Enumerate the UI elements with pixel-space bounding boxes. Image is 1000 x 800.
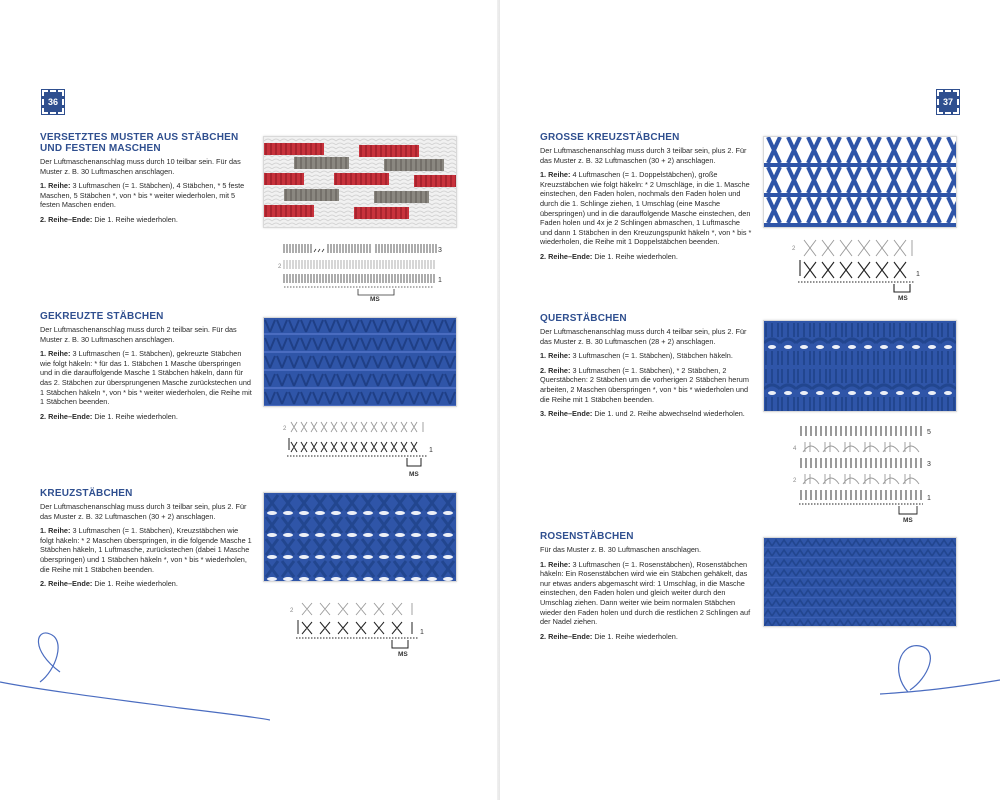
row-number-2: 2 (283, 426, 287, 432)
section-title: QUERSTÄBCHEN (540, 313, 627, 324)
chart-diagram (792, 238, 932, 302)
row-2-instruction: 2. Reihe–Ende: Die 1. Reihe wiederholen. (540, 251, 678, 261)
row-number-5: 5 (927, 429, 931, 436)
row-number-2: 2 (290, 608, 294, 614)
row-1-instruction: 1. Reihe: 3 Luftmaschen (= 1. Stäbchen), gekreuzte Stäbchen wie folgt häkeln: * für das 1. Stäbchen 1 Masche überspringen und in die darauffolgende Masche 1 Stäbchen häkeln, dann für das 2. Stäbchen zur übersprungenen Masche zurückstechen und 1 Stäbchen häkeln *, von * bis * weiter wiederholen, die Reihe mit 1 Stäbchen beenden. (40, 349, 252, 407)
decorative-thread-left (0, 620, 270, 730)
ms-label: MS (398, 651, 408, 658)
ms-label: MS (370, 296, 380, 302)
section-querstaebchen (540, 313, 752, 424)
row-2-instruction: 2. Reihe–Ende: Die 1. Reihe wiederholen. (40, 579, 178, 589)
row-1-instruction: 1. Reihe: 3 Luftmaschen (= 1. Stäbchen), 4 Stäbchen, * 5 feste Maschen, 5 Stäbchen *, von * bis * weiter wiederholen, mit 5 festen Maschen enden. (40, 181, 245, 210)
chart-diagram (793, 422, 943, 526)
decorative-thread-right (880, 632, 1000, 712)
row-2-instruction: 2. Reihe: 3 Luftmaschen (= 1. Stäbchen), * 2 Stäbchen, 2 Querstäbchen: 2 Stäbchen um die vorherigen 2 Stäbchen herum arbeiten, 2 Maschen überspringen *, von * bis * wiederholen und die Reihe mit 1 Stäbchen beenden. (540, 365, 749, 404)
swatch-image (264, 318, 457, 407)
section-intro: Der Luftmaschenanschlag muss durch 4 teilbar sein, plus 2. Für das Muster z. B. 30 Luftmaschen (28 + 2) anschlagen. (540, 327, 747, 346)
chart-diagram (288, 600, 438, 660)
section-title: KREUZSTÄBCHEN (40, 488, 133, 499)
stitch-chart-grosse-kreuz (792, 238, 932, 302)
right-page (500, 0, 1000, 800)
ms-label: MS (898, 295, 908, 302)
row-number-2: 2 (793, 478, 797, 484)
row-number-3: 3 (927, 461, 931, 468)
section-rosenstaebchen (540, 531, 752, 646)
swatch-photo-querstaebchen (763, 320, 957, 412)
swatch-image (764, 321, 957, 412)
swatch-photo-grosse-kreuz (763, 136, 957, 228)
swatch-photo-rosenstaebchen (763, 537, 957, 627)
row-number-1: 1 (438, 277, 442, 284)
chart-diagram (283, 418, 443, 480)
ms-label: MS (409, 471, 419, 478)
ms-label: MS (903, 517, 913, 524)
row-2-instruction: 2. Reihe–Ende: Die 1. Reihe wiederholen. (40, 411, 178, 421)
section-grosse-kreuzstaebchen (540, 132, 752, 267)
swatch-image (764, 137, 957, 228)
swatch-photo-gekreuzte (263, 317, 457, 407)
row-3-instruction: 3. Reihe–Ende: Die 1. und 2. Reihe abwechselnd wiederholen. (540, 409, 745, 419)
section-intro: Der Luftmaschenanschlag muss durch 3 teilbar sein, plus 2. Für das Muster z. B. 32 Luftmaschen (30 + 2) anschlagen. (40, 502, 247, 521)
section-intro: Der Luftmaschenanschlag muss durch 10 teilbar sein. Für das Muster z. B. 30 Luftmaschen anschlagen. (40, 157, 241, 176)
row-number-4: 4 (793, 446, 797, 452)
row-number-1: 1 (927, 495, 931, 502)
row-number-1: 1 (429, 447, 433, 454)
stitch-chart-gekreuzte (283, 418, 443, 480)
swatch-photo-kreuzstaebchen (263, 492, 457, 582)
stitch-chart-querstaebchen (793, 422, 943, 526)
row-number-1: 1 (916, 271, 920, 278)
row-number-1: 1 (420, 629, 424, 636)
swatch-photo-versetztes (263, 136, 457, 228)
chart-diagram (278, 240, 448, 302)
row-number-3: 3 (438, 247, 442, 254)
section-intro: Der Luftmaschenanschlag muss durch 3 teilbar sein, plus 2. Für das Muster z. B. 32 Luftmaschen (30 + 2) anschlagen. (540, 146, 747, 165)
row-1-instruction: 1. Reihe: 4 Luftmaschen (= 1. Doppelstäbchen), große Kreuzstäbchen wie folgt häkeln: * 2 Umschläge, in die 1. Masche einstechen, den Faden holen, nochmals den Faden holen und durch die 1. Schlinge ziehen, 1 Umschlag (eine Masche überspringen) und in die darauffolgende Masche einstechen, den Faden holen und 4x je 2 Schlingen abmaschen, 1 Luftmasche und dann 1 Stäbchen in den Kreuzungspunkt häkeln *, von * bis * wiederholen, die Reihe mit 1 Doppelstäbchen beenden. (540, 170, 752, 247)
section-title: GEKREUZTE STÄBCHEN (40, 311, 164, 322)
row-1-instruction: 1. Reihe: 3 Luftmaschen (= 1. Rosenstäbchen), Rosenstäbchen häkeln: Ein Rosenstäbchen wird wie ein Stäbchen gehäkelt, das nur etwas anders abgemascht wird: 1 Umschlag, in die Masche einstechen, den Faden holen und gleich weiter durch den Umschlag ziehen. Dann weiter wie beim normalen Stäbchen wieder den Faden holen und durch die restlichen 2 Schlingen auf der Nadel ziehen. (540, 559, 751, 627)
stitch-chart-kreuzstaebchen (288, 600, 438, 660)
swatch-image (264, 137, 457, 228)
section-intro: Der Luftmaschenanschlag muss durch 2 teilbar sein. Für das Muster z. B. 30 Luftmaschen anschlagen. (40, 325, 237, 344)
section-title: ROSENSTÄBCHEN (540, 531, 634, 542)
row-1-instruction: 1. Reihe: 3 Luftmaschen (= 1. Stäbchen), Stäbchen häkeln. (540, 351, 733, 361)
row-1-instruction: 1. Reihe: 3 Luftmaschen (= 1. Stäbchen), Kreuzstäbchen wie folgt häkeln: * 2 Maschen überspringen, in die folgende Masche 1 Stäbchen häkeln, 1 Luftmasche, zurückstechen (dabei 1 Masche überspringen) und 1 Stäbchen häkeln *, von * bis * wiederholen, die Reihe mit 1 Stäbchen beenden. (40, 526, 252, 574)
page-number-right: 37 (937, 90, 959, 114)
page-number-left: 36 (42, 90, 64, 114)
section-intro: Für das Muster z. B. 30 Luftmaschen anschlagen. (540, 545, 702, 554)
row-2-instruction: 2. Reihe–Ende: Die 1. Reihe wiederholen. (40, 214, 178, 224)
row-number-2: 2 (278, 264, 282, 270)
section-kreuzstaebchen (40, 488, 252, 594)
stitch-chart-versetztes (278, 240, 448, 302)
section-versetztes-muster (40, 132, 252, 230)
row-2-instruction: 2. Reihe–Ende: Die 1. Reihe wiederholen. (540, 631, 678, 641)
row-number-2: 2 (792, 246, 796, 252)
section-title: VERSETZTES MUSTER AUS STÄBCHEN UND FESTEN MASCHEN (40, 132, 239, 154)
swatch-image (264, 493, 457, 582)
swatch-image (764, 538, 957, 627)
section-title: GROSSE KREUZSTÄBCHEN (540, 132, 680, 143)
section-gekreuzte-staebchen (40, 311, 252, 426)
